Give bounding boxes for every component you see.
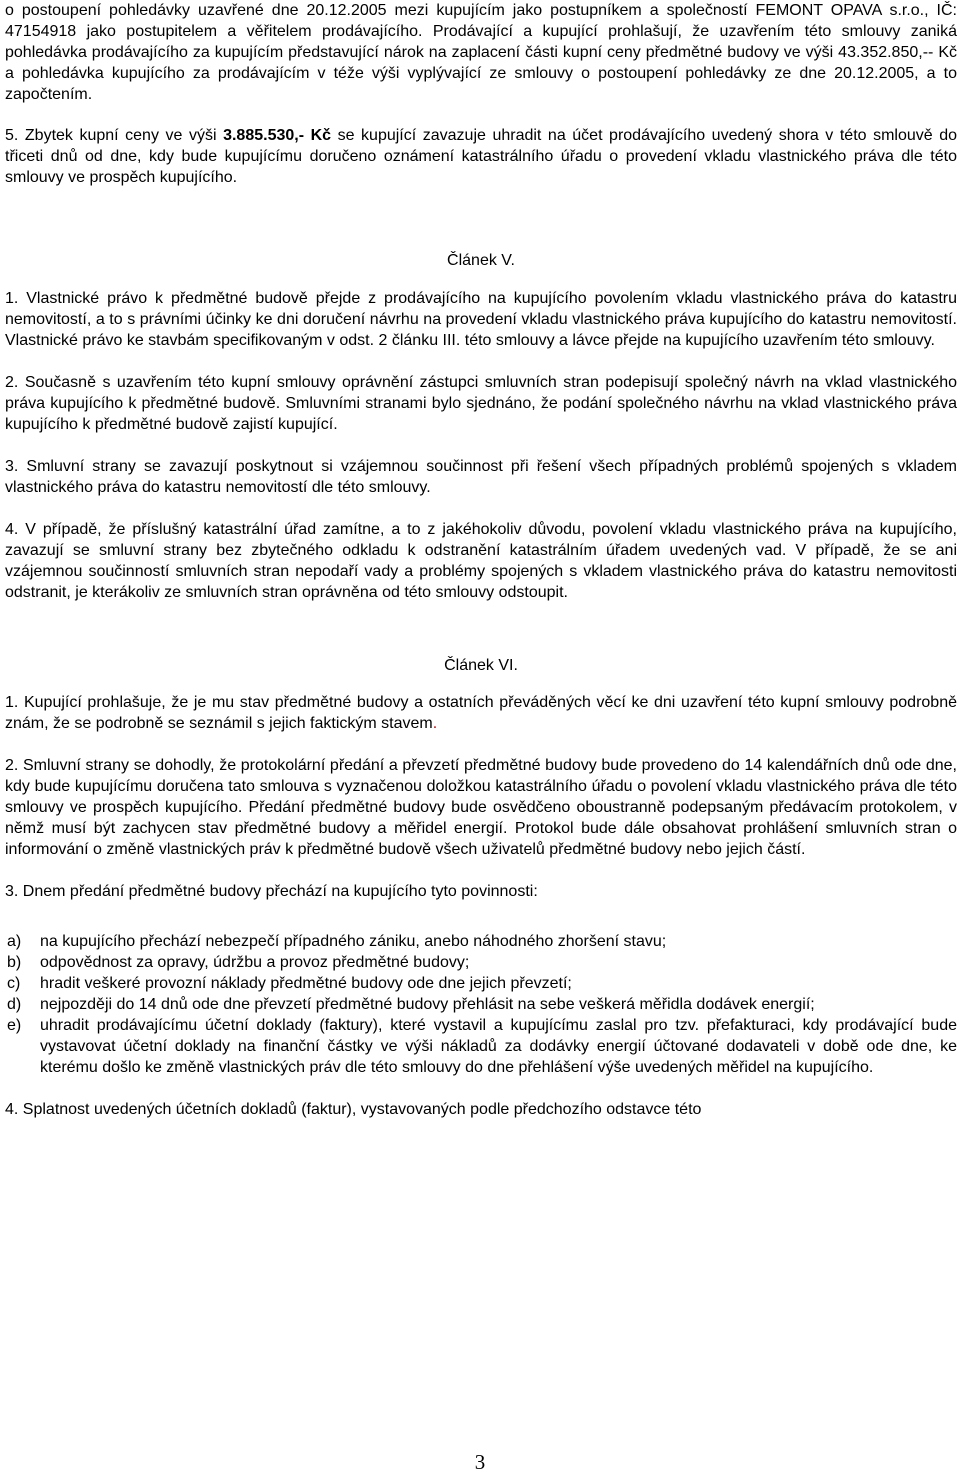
- list-item-label: c): [7, 975, 21, 992]
- article-6-heading: Článek VI.: [444, 657, 518, 674]
- item-5-text-start: 5. Zbytek kupní ceny ve výši: [5, 127, 224, 144]
- list-item: [5, 994, 957, 1015]
- list-item-text: na kupujícího přechází nebezpečí případného zániku, anebo náhodného zhoršení stavu;: [40, 933, 667, 950]
- article-5-paragraph-1: 1. Vlastnické právo k předmětné budově přejde z prodávajícího na kupujícího povolením vkladu vlastnického práva do katastru nemovitostí, a to s právními účinky ke dni doručení návrhu na provedení vkladu vlastnického práva kupujícího do katastru nemovitostí. Vlastnické právo ke stavbám specifikovaným v odst. 2 článku III. této smlouvy a lávce přejde na kupujícího uzavřením této smlouvy.: [5, 290, 957, 349]
- list-item-label: b): [7, 954, 22, 971]
- article-6-paragraph-2: 2. Smluvní strany se dohodly, že protokolární předání a převzetí předmětné budovy bude provedeno do 14 kalendářních dnů ode dne, kdy bude kupujícímu doručena tato smlouva s vyznačenou doložkou katastrálního úřadu o povolení vkladu vlastnického práva dle této smlouvy ve prospěch kupujícího. Předání předmětné budovy bude osvědčeno oboustranně podepsaným předávacím protokolem, v němž musí být zachycen stav předmětné budovy a měřidel energií. Protokol bude dále obsahovat prohlášení smluvních stran o informování o změně vlastnických práv k předmětné budově všech uživatelů předmětné budovy nebo jejich částí.: [5, 757, 957, 858]
- article-6-paragraph-3: 3. Dnem předání předmětné budovy přechází na kupujícího tyto povinnosti:: [5, 883, 538, 900]
- article-5-paragraph-4: 4. V případě, že příslušný katastrální úřad zamítne, a to z jakéhokoliv důvodu, povolení vkladu vlastnického práva na kupujícího, zavazují se smluvní strany bez zbytečného odkladu k odstranění katastrálním úřadem uvedených vad. V případě, že se ani vzájemnou součinností smluvních stran nepodaří vady a problémy spojených s vkladem vlastnického práva do katastru nemovitosti odstranit, je kterákoliv ze smluvních stran oprávněna od této smlouvy odstoupit.: [5, 521, 957, 601]
- list-item-label: d): [7, 996, 22, 1013]
- article-6-paragraph-1-text: 1. Kupující prohlašuje, že je mu stav předmětné budovy a ostatních převáděných věcí ke dni uzavření této kupní smlouvy podrobně znám, že se podrobně se seznámil s jejich faktickým stavem: [5, 694, 957, 732]
- list-item-label: e): [7, 1017, 22, 1034]
- obligations-list: [5, 931, 957, 1078]
- item-5-amount: 3.885.530,- Kč: [223, 127, 332, 144]
- item-5-paragraph: [5, 125, 957, 188]
- list-item-text: hradit veškeré provozní náklady předmětné budovy ode dne jejich převzetí;: [40, 975, 572, 992]
- article-6-paragraph-1: [5, 692, 957, 734]
- list-item: [5, 931, 957, 952]
- item-5-text-end: se kupující zavazuje uhradit na účet prodávajícího uvedený shora v této smlouvě do třiceti dnů od dne, kdy bude kupujícímu doručeno oznámení katastrálního úřadu o provedení vkladu vlastnického práva dle této smlouvy ve prospěch kupujícího.: [5, 127, 958, 186]
- article-5-heading: Článek V.: [447, 252, 515, 269]
- article-5-paragraph-3: 3. Smluvní strany se zavazují poskytnout si vzájemnou součinnost při řešení všech případných problémů spojených s vkladem vlastnického práva do katastru nemovitostí dle této smlouvy.: [5, 458, 957, 496]
- list-item-text: odpovědnost za opravy, údržbu a provoz předmětné budovy;: [40, 954, 470, 971]
- list-item: [5, 1015, 957, 1078]
- list-item: [5, 973, 957, 994]
- intro-paragraph: o postoupení pohledávky uzavřené dne 20.12.2005 mezi kupujícím jako postupníkem a společností FEMONT OPAVA s.r.o., IČ: 47154918 jako postupitelem a věřitelem prodávajícího. Prodávající a kupující prohlašují, že uzavřením této smlouvy zaniká pohledávka prodávajícího za kupujícím představující nárok na zaplacení části kupní ceny předmětné budovy ve výši 43.352.850,-- Kč a pohledávka kupujícího za prodávajícím v téže výši vyplývající ze smlouvy o postoupení pohledávky ze dne 20.12.2005, a to započtením.: [5, 2, 957, 103]
- list-item-label: a): [7, 933, 22, 950]
- list-item-text: nejpozději do 14 dnů ode dne převzetí předmětné budovy přehlásit na sebe veškerá měřidla dodávek energií;: [40, 996, 815, 1013]
- list-item: [5, 952, 957, 973]
- article-5-paragraph-2: 2. Současně s uzavřením této kupní smlouvy oprávnění zástupci smluvních stran podepisují společný návrh na vklad vlastnického práva kupujícího k předmětné budově. Smluvními stranami bylo sjednáno, že podání společného návrhu na vklad vlastnického práva kupujícího k předmětné budově zajistí kupující.: [5, 374, 957, 433]
- article-6-paragraph-1-period: .: [432, 715, 438, 732]
- page-number: 3: [474, 1450, 486, 1474]
- list-item-text: uhradit prodávajícímu účetní doklady (faktury), které vystavil a kupujícímu zaslal pro tzv. přefakturaci, kdy prodávající bude vystavovat účetní doklady na finanční částky ve výši nákladů za dodávky energií účtované dodavateli v době ode dne, ke kterému došlo ke změně vlastnických práv dle této smlouvy do dne přehlášení výše uvedených měřidel na kupujícího.: [40, 1017, 957, 1076]
- document-page: [5, 0, 957, 1120]
- article-6-paragraph-4: 4. Splatnost uvedených účetních dokladů (faktur), vystavovaných podle předchozího odstavce této: [5, 1101, 702, 1118]
